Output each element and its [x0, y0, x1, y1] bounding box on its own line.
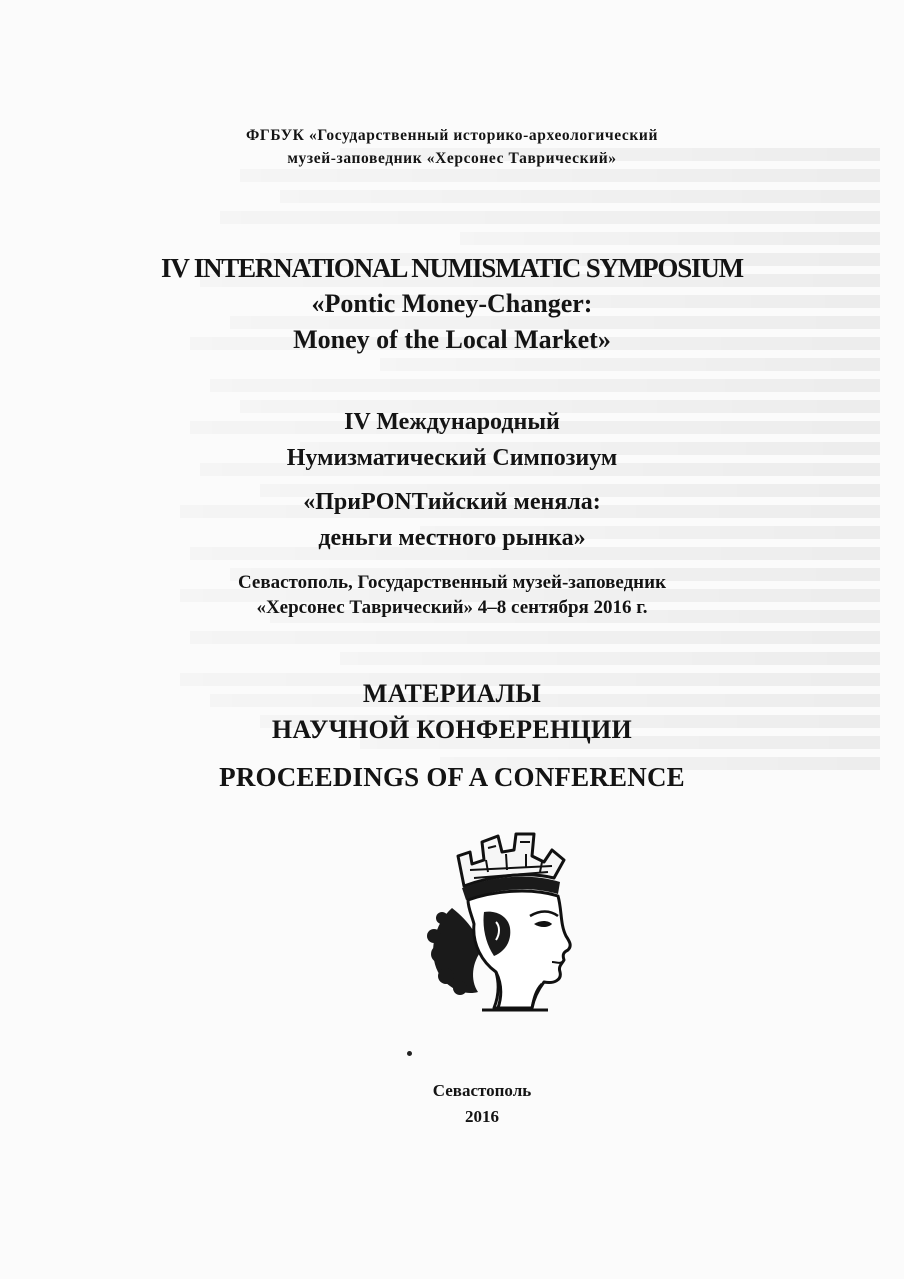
symposium-title-en	[0, 250, 904, 358]
page-mark	[407, 1051, 412, 1056]
venue-and-dates	[0, 570, 904, 620]
proceedings-heading-en	[0, 759, 904, 795]
venue-line-1: Севастополь, Государственный музей-заповедник	[237, 572, 667, 593]
symposium-title-en-line-1: IV INTERNATIONAL NUMISMATIC SYMPOSIUM	[161, 253, 743, 283]
symposium-title-ru	[0, 404, 904, 556]
imprint-city: Севастополь	[432, 1081, 532, 1100]
chersonesos-emblem-icon	[412, 812, 582, 1027]
imprint-city-year	[0, 1078, 904, 1130]
symposium-title-ru-line-2: Нумизматический Симпозиум	[286, 445, 618, 471]
proceedings-heading-ru	[0, 676, 904, 748]
symposium-title-ru-line-4: деньги местного рынка»	[318, 525, 586, 551]
imprint-year: 2016	[465, 1107, 499, 1126]
organization-line-1: ФГБУК «Государственный историко-археологический	[246, 127, 658, 144]
symposium-title-en-line-3: Money of the Local Market»	[293, 325, 611, 354]
symposium-title-ru-line-3: «ПриPONTийский меняла:	[303, 489, 601, 515]
organization-line-2: музей-заповедник «Херсонес Таврический»	[287, 150, 617, 167]
symposium-title-en-line-2: «Pontic Money-Changer:	[311, 289, 593, 318]
proceedings-en-line: PROCEEDINGS OF A CONFERENCE	[219, 762, 685, 792]
symposium-title-ru-line-1: IV Международный	[344, 409, 560, 435]
proceedings-ru-line-1: МАТЕРИАЛЫ	[362, 679, 542, 708]
venue-line-2: «Херсонес Таврический» 4–8 сентября 2016 г.	[256, 597, 648, 618]
organization-header	[0, 124, 904, 170]
proceedings-ru-line-2: НАУЧНОЙ КОНФЕРЕНЦИИ	[271, 715, 633, 744]
